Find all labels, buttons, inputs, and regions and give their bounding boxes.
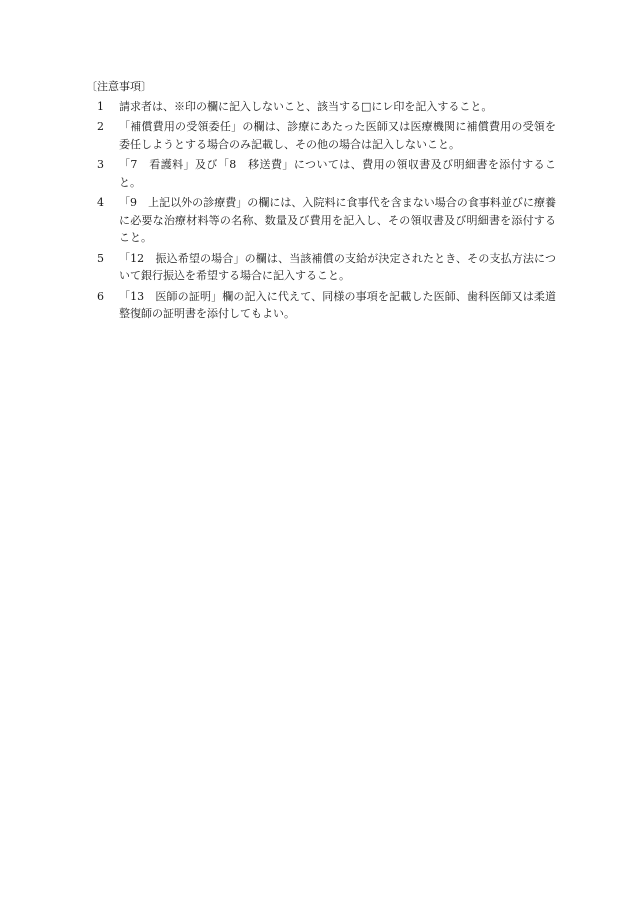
note-item-1 [86, 98, 556, 116]
note-number: 6 [97, 289, 104, 303]
note-list [86, 98, 556, 323]
note-text: 「9 上記以外の診療費」の欄には、入院料に食事代を含まない場合の食事料並びに療養に必要な治療材料等の名称、数量及び費用を記入し、その領収書及び明細書を添付すること。 [119, 196, 556, 244]
note-number: 3 [97, 158, 104, 171]
note-number: 2 [97, 120, 104, 133]
note-number: 5 [97, 251, 104, 265]
note-item-6 [86, 288, 556, 323]
note-item-4 [86, 194, 556, 247]
note-text: 請求者は、※印の欄に記入しないこと、該当する□にレ印を記入すること。 [119, 99, 493, 113]
note-item-5 [86, 250, 556, 285]
note-item-2 [86, 118, 556, 153]
note-text: 「12 振込希望の場合」の欄は、当該補償の支給が決定されたとき、その支払方法について銀行振込を希望する場合に記入すること。 [119, 251, 556, 282]
note-text: 「補償費用の受領委任」の欄は、診療にあたった医師又は医療機関に補償費用の受領を委任しようとする場合のみ記載し、その他の場合は記入しないこと。 [119, 120, 556, 151]
note-number: 4 [97, 196, 104, 209]
notes-heading: 〔注意事項〕 [86, 80, 152, 93]
note-text: 「7 看護料」及び「8 移送費」については、費用の領収書及び明細書を添付すること。 [119, 158, 556, 189]
note-number: 1 [97, 99, 104, 113]
note-text: 「13 医師の証明」欄の記入に代えて、同様の事項を記載した医師、歯科医師又は柔道整復師の証明書を添付してもよい。 [119, 289, 556, 320]
notes-section [86, 78, 556, 326]
note-item-3 [86, 156, 556, 191]
